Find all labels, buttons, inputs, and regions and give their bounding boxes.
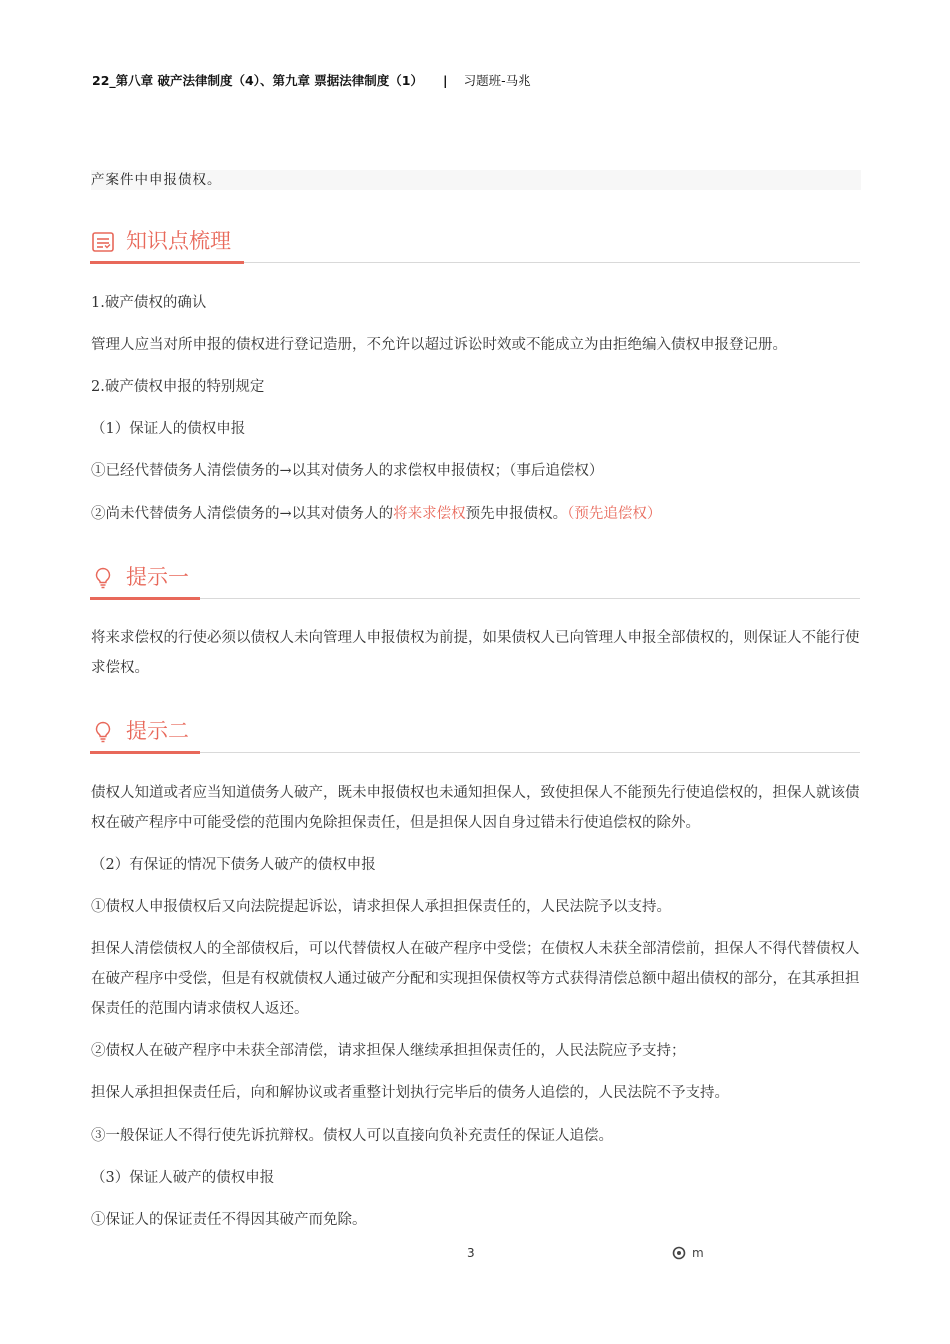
paragraph-12: ②债权人在破产程序中未获全部清偿，请求担保人继续承担担保责任的，人民法院应予支持； (91, 1043, 686, 1059)
section-underline (90, 597, 200, 600)
section-underline (90, 261, 244, 264)
continuation-text: 产案件中申报债权。 (91, 170, 861, 190)
paragraph-6-text: ②尚未代替债务人清偿债务的→以其对债务人的 (91, 506, 394, 522)
page-number: 3 (467, 1246, 475, 1260)
section-tip2-label: 提示二 (126, 719, 189, 743)
section-tip1-label: 提示一 (126, 565, 189, 589)
paragraph-7: 将来求偿权的行使必须以债权人未向管理人申报债权为前提，如果债权人已向管理人申报全部债权的，则保证人不能行使求偿权。 (91, 630, 860, 676)
section-knowledge-label: 知识点梳理 (126, 229, 231, 253)
section-tip2 (90, 716, 860, 753)
header-title: 22_第八章 破产法律制度（4）、第九章 票据法律制度（1） (92, 73, 423, 88)
paragraph-16: ①保证人的保证责任不得因其破产而免除。 (91, 1212, 367, 1228)
logo-icon (672, 1246, 686, 1260)
paragraph-15: （3）保证人破产的债权申报 (91, 1170, 275, 1186)
paragraph-1: 1.破产债权的确认 (91, 295, 207, 311)
paragraph-14: ③一般保证人不得行使先诉抗辩权。债权人可以直接向负补充责任的保证人追偿。 (91, 1128, 613, 1144)
paragraph-11: 担保人清偿债权人的全部债权后，可以代替债权人在破产程序中受偿；在债权人未获全部清偿前，担保人不得代替债权人在破产程序中受偿，但是有权就债权人通过破产分配和实现担保债权等方式获得清偿总额中超出债权的部分，在其承担担保责任的范围内请求债权人返还。 (91, 941, 860, 1017)
section-tip1 (90, 562, 860, 599)
paragraph-2: 管理人应当对所申报的债权进行登记造册，不允许以超过诉讼时效或不能成立为由拒绝编入债权申报登记册。 (91, 337, 787, 353)
highlight-future-recourse: 将来求偿权 (393, 506, 466, 522)
footer-mark (672, 1246, 704, 1260)
paragraph-5: ①已经代替债务人清偿债务的→以其对债务人的求偿权申报债权；（事后追偿权） (91, 463, 604, 479)
paragraph-4: （1）保证人的债权申报 (91, 421, 246, 437)
section-knowledge (90, 226, 860, 263)
paragraph-13: 担保人承担担保责任后，向和解协议或者重整计划执行完毕后的债务人追偿的，人民法院不予支持。 (91, 1085, 729, 1101)
paragraph-8: 债权人知道或者应当知道债务人破产，既未申报债权也未通知担保人，致使担保人不能预先行使追偿权的，担保人就该债权在破产程序中可能受偿的范围内免除担保责任，但是担保人因自身过错未行使追偿权的除外。 (91, 785, 860, 831)
paragraph-6-text-mid: 预先申报债权。 (465, 506, 568, 522)
paragraph-10: ①债权人申报债权后又向法院提起诉讼，请求担保人承担担保责任的，人民法院予以支持。 (91, 899, 671, 915)
header-subtitle: 习题班-马兆 (463, 73, 531, 88)
highlight-advance-recourse: （预先追偿权） (567, 506, 662, 522)
page-header (92, 71, 531, 89)
lightbulb-icon (91, 720, 115, 744)
paragraph-6 (91, 499, 863, 529)
footer-mark-text: m (692, 1246, 704, 1260)
header-separator: | (443, 73, 448, 88)
paragraph-9: （2）有保证的情况下债务人破产的债权申报 (91, 857, 376, 873)
note-list-icon (91, 230, 115, 254)
section-underline (90, 751, 200, 754)
paragraph-3: 2.破产债权申报的特别规定 (91, 379, 265, 395)
lightbulb-icon (91, 566, 115, 590)
